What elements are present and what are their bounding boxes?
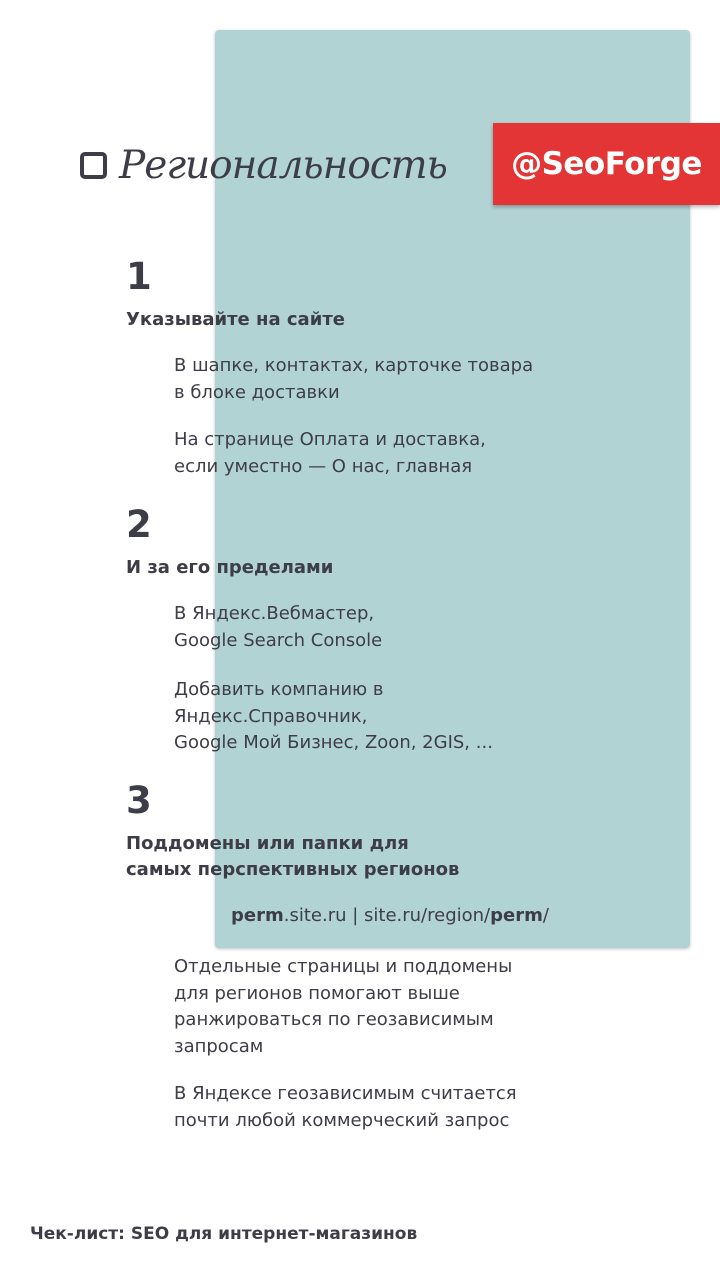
checkbox-icon xyxy=(80,152,107,179)
section-1-paragraph-2: На странице Оплата и доставка, если уместно — О нас, главная xyxy=(174,429,486,477)
section-2-heading: И за его пределами xyxy=(126,557,334,578)
footer-caption: Чек-лист: SEO для интернет-магазинов xyxy=(30,1224,418,1244)
brand-handle: @SeoForge xyxy=(511,146,702,182)
page-title xyxy=(80,140,447,190)
section-3-heading: Поддомены или папки для самых перспективных регионов xyxy=(126,833,460,880)
section-3-paragraph-1: Отдельные страницы и поддомены для регионов помогают выше ранжироваться по геозависимым запросам xyxy=(174,956,513,1057)
title-text: Региональность xyxy=(119,142,447,188)
section-3-paragraph-2: В Яндексе геозависимым считается почти любой коммерческий запрос xyxy=(174,1083,517,1131)
section-2-paragraph-2: Добавить компанию в Яндекс.Справочник, Google Мой Бизнес, Zoon, 2GIS, ... xyxy=(174,679,493,753)
section-1-number: 1 xyxy=(126,255,152,298)
section-3-number: 3 xyxy=(126,779,152,822)
section-2-paragraph-1: В Яндекс.Вебмастер, Google Search Console xyxy=(174,603,383,651)
subdomain-example: perm.site.ru | site.ru/region/perm/ xyxy=(231,905,549,926)
brand-badge xyxy=(493,123,720,205)
section-1-paragraph-1: В шапке, контактах, карточке товара в блоке доставки xyxy=(174,355,534,403)
section-1-heading: Указывайте на сайте xyxy=(126,309,345,330)
section-2-number: 2 xyxy=(126,503,152,546)
